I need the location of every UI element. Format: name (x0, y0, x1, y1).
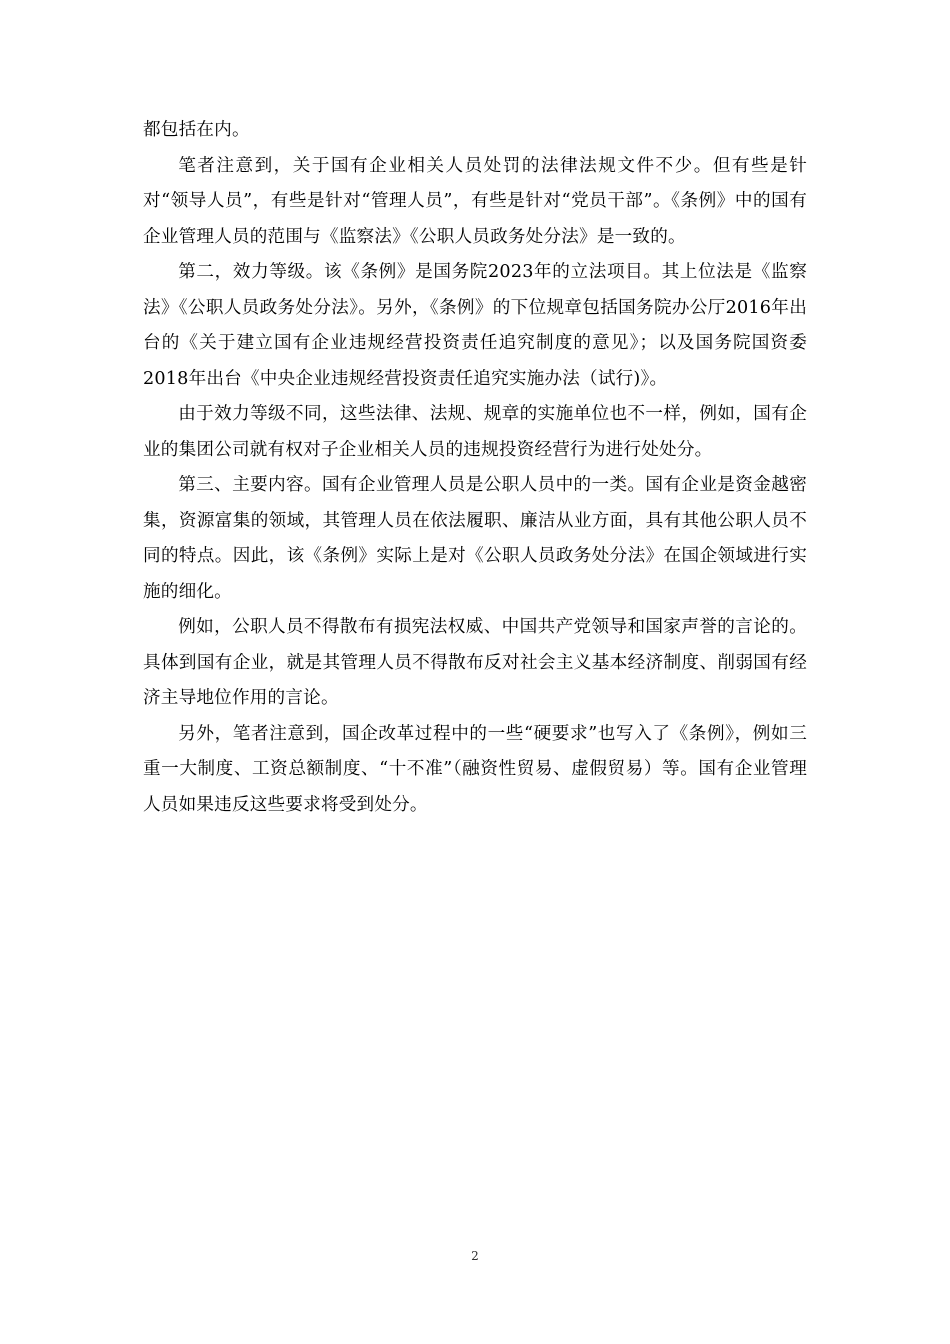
paragraph-legal-hierarchy: 第二，效力等级。该《条例》是国务院2023年的立法项目。其上位法是《监察法》《公职人员政务处分法》。另外，《条例》的下位规章包括国务院办公厅2016年出台的《关于建立国有企业违规经营投资责任追究制度的意见》；以及国务院国资委 2018年出台《中央企业违规经营投资责任追究实施办法（试行)》。 (143, 262, 825, 389)
paragraph-main-content: 第三、主要内容。国有企业管理人员是公职人员中的一类。国有企业是资金越密集，资源富集的领域，其管理人员在依法履职、廉洁从业方面，具有其他公职人员不同的特点。因此，该《条例》实际上是对《公职人员政务处分法》在国企领域进行实施的细化。 (143, 475, 807, 602)
paragraph-implementing-units: 由于效力等级不同，这些法律、法规、规章的实施单位也不一样，例如，国有企业的集团公司就有权对子企业相关人员的违规投资经营行为进行处处分。 (143, 404, 807, 460)
body-text (143, 113, 825, 823)
paragraph-regulation-scope: 笔者注意到，关于国有企业相关人员处罚的法律法规文件不少。但有些是针对“领导人员”，有些是针对“管理人员”，有些是针对“党员干部”。《条例》中的国有企业管理人员的范围与《监察法》《公职人员政务处分法》是一致的。 (143, 155, 807, 247)
page-number: 2 (471, 1249, 479, 1263)
paragraph-example: 例如，公职人员不得散布有损宪法权威、中国共产党领导和国家声誉的言论的。具体到国有企业，就是其管理人员不得散布反对社会主义基本经济制度、削弱国有经济主导地位作用的言论。 (143, 617, 807, 708)
paragraph-continuation: 都包括在内。 (143, 120, 250, 140)
paragraph-reform-requirements: 另外，笔者注意到，国企改革过程中的一些“硬要求”也写入了《条例》，例如三重一大制度、工资总额制度、“十不准”（融资性贸易、虚假贸易）等。国有企业管理人员如果违反这些要求将受到处分。 (143, 723, 807, 815)
